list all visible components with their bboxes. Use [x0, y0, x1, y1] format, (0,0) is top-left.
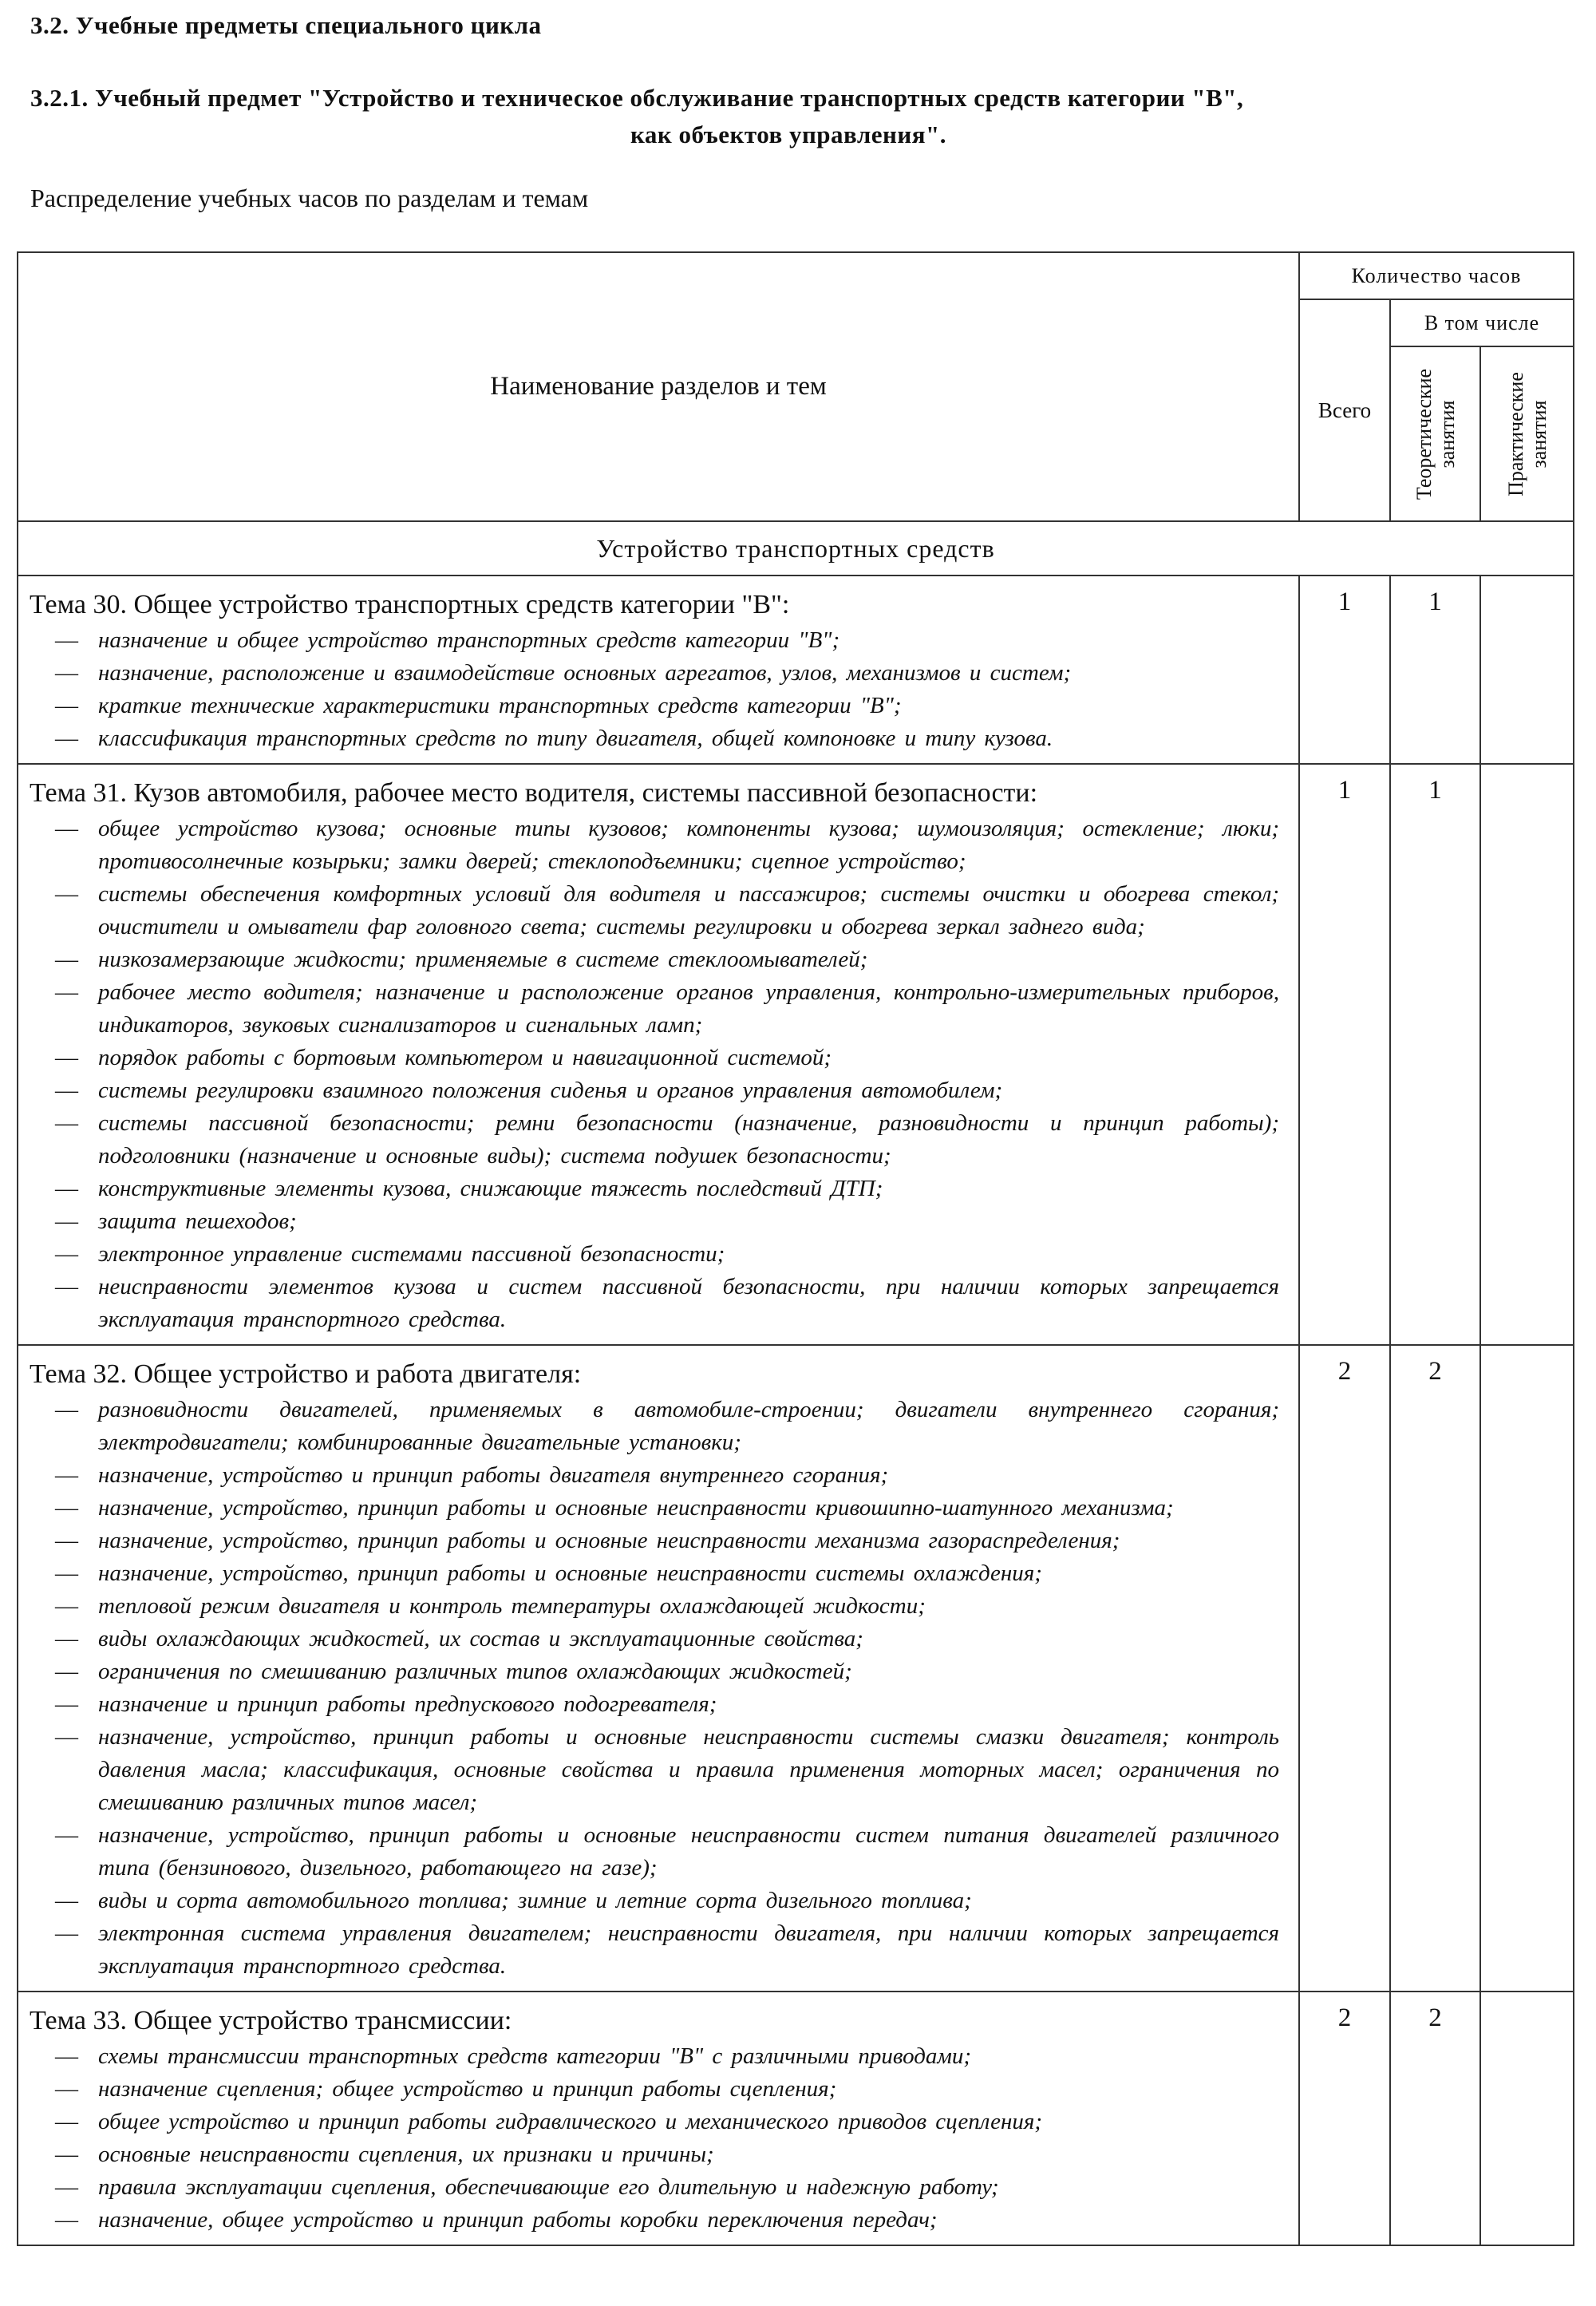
dash-bullet-icon: —	[55, 1659, 78, 1684]
dash-bullet-icon: —	[55, 1593, 78, 1619]
topic-cell	[18, 764, 1299, 1345]
topic-item-text: рабочее место водителя; назначение и расположение органов управления, контрольно-измерительных приборов, индикаторов, звуковых сигнализаторов и сигнальных ламп;	[98, 979, 1279, 1038]
topic-item	[30, 1271, 1290, 1336]
topic-item	[30, 1107, 1290, 1173]
header-hours: Количество часов	[1299, 252, 1574, 299]
topic-item	[30, 976, 1290, 1042]
dash-bullet-icon: —	[55, 1176, 78, 1201]
hours-theory: 2	[1390, 1992, 1480, 2245]
topic-item-text: системы регулировки взаимного положения сиденья и органов управления автомобилем;	[98, 1078, 1003, 1103]
topic-item	[30, 813, 1290, 878]
topic-title: Тема 32. Общее устройство и работа двигателя:	[30, 1359, 582, 1389]
topic-item-text: правила эксплуатации сцепления, обеспечивающие его длительную и надежную работу;	[98, 2174, 999, 2200]
topic-item-text: назначение, расположение и взаимодействие основных агрегатов, узлов, механизмов и систем;	[98, 660, 1072, 686]
topic-item	[30, 1623, 1290, 1655]
dash-bullet-icon: —	[55, 726, 78, 751]
dash-bullet-icon: —	[55, 1626, 78, 1651]
topic-row	[18, 1992, 1574, 2245]
topic-item	[30, 1917, 1290, 1983]
section-title: Устройство транспортных средств	[18, 521, 1574, 576]
subject-heading-line2: как объектов управления".	[630, 121, 946, 148]
topic-item	[30, 1205, 1290, 1238]
hours-total: 2	[1299, 1992, 1390, 2245]
section-heading: 3.2. Учебные предметы специального цикла	[30, 11, 542, 39]
dash-bullet-icon: —	[55, 1495, 78, 1521]
topic-item	[30, 1394, 1290, 1459]
dash-bullet-icon: —	[55, 1560, 78, 1586]
topic-item	[30, 1688, 1290, 1721]
header-practice	[1480, 346, 1574, 521]
topic-item	[30, 1655, 1290, 1688]
topic-item-text: назначение, устройство, принцип работы и основные неисправности кривошипно-шатунного механизма;	[98, 1495, 1174, 1521]
hours-total: 2	[1299, 1345, 1390, 1992]
subject-heading-line1: 3.2.1. Учебный предмет "Устройство и техническое обслуживание транспортных средств категории "B",	[30, 84, 1244, 112]
dash-bullet-icon: —	[55, 947, 78, 972]
dash-bullet-icon: —	[55, 1724, 78, 1750]
topic-item	[30, 722, 1290, 755]
topic-row	[18, 576, 1574, 764]
topic-item-text: системы пассивной безопасности; ремни безопасности (назначение, разновидности и принцип работы); подголовники (назначение и основные виды); система подушек безопасности;	[98, 1110, 1279, 1169]
topic-item-text: низкозамерзающие жидкости; применяемые в системе стеклоомывателей;	[98, 947, 868, 972]
topic-item-text: неисправности элементов кузова и систем пассивной безопасности, при наличии которых запрещается эксплуатация транспортного средства.	[98, 1274, 1279, 1332]
topic-item-text: разновидности двигателей, применяемых в автомобиле-строении; двигатели внутреннего сгорания; электродвигатели; комбинированные двигательные установки;	[98, 1397, 1279, 1455]
header-practice-line2: занятия	[1527, 400, 1551, 468]
topic-item	[30, 2171, 1290, 2204]
topic-item-text: системы обеспечения комфортных условий для водителя и пассажиров; системы очистки и обогрева стекол; очистители и омыватели фар головного света; системы регулировки и обогрева зеркал заднего вида;	[98, 881, 1279, 939]
topic-item	[30, 1557, 1290, 1590]
topic-item-text: назначение, общее устройство и принцип работы коробки переключения передач;	[98, 2207, 938, 2233]
topic-item-text: порядок работы с бортовым компьютером и навигационной системой;	[98, 1045, 832, 1070]
topic-cell	[18, 1992, 1299, 2245]
dash-bullet-icon: —	[55, 816, 78, 841]
topic-item	[30, 690, 1290, 722]
topic-item-text: назначение и принцип работы предпускового подогревателя;	[98, 1691, 717, 1717]
header-practice-line1: Практические	[1503, 371, 1527, 496]
hours-theory: 2	[1390, 1345, 1480, 1992]
dash-bullet-icon: —	[55, 693, 78, 718]
dash-bullet-icon: —	[55, 2109, 78, 2134]
hours-total: 1	[1299, 764, 1390, 1345]
topic-item-text: назначение, устройство, принцип работы и основные неисправности системы охлаждения;	[98, 1560, 1042, 1586]
dash-bullet-icon: —	[55, 1888, 78, 1913]
topic-item	[30, 1173, 1290, 1205]
topic-item	[30, 2073, 1290, 2106]
header-including: В том числе	[1390, 299, 1574, 346]
topic-item-text: назначение, устройство и принцип работы двигателя внутреннего сгорания;	[98, 1462, 889, 1488]
topic-item-text: конструктивные элементы кузова, снижающие тяжесть последствий ДТП;	[98, 1176, 883, 1201]
topic-items-list	[30, 2040, 1290, 2237]
topic-item	[30, 657, 1290, 690]
dash-bullet-icon: —	[55, 1920, 78, 1946]
dash-bullet-icon: —	[55, 1241, 78, 1267]
hours-theory: 1	[1390, 576, 1480, 764]
topic-cell	[18, 576, 1299, 764]
topic-item	[30, 1492, 1290, 1525]
topic-item	[30, 1042, 1290, 1074]
dash-bullet-icon: —	[55, 1045, 78, 1070]
hours-practice	[1480, 576, 1574, 764]
hours-practice	[1480, 764, 1574, 1345]
section-row	[18, 521, 1574, 576]
topic-item-text: виды охлаждающих жидкостей, их состав и эксплуатационные свойства;	[98, 1626, 863, 1651]
topic-item-text: электронное управление системами пассивной безопасности;	[98, 1241, 725, 1267]
topic-title: Тема 30. Общее устройство транспортных средств категории "B":	[30, 590, 790, 619]
topic-item-text: назначение, устройство, принцип работы и основные неисправности системы смазки двигателя; контроль давления масла; классификация, основные свойства и правила применения моторных масел; ограничения по смешиванию различных типов масел;	[98, 1724, 1279, 1815]
topic-item	[30, 1459, 1290, 1492]
subject-heading	[30, 80, 1547, 153]
topic-item	[30, 1525, 1290, 1557]
topic-item	[30, 1590, 1290, 1623]
topic-row	[18, 764, 1574, 1345]
dash-bullet-icon: —	[55, 2142, 78, 2167]
topic-row	[18, 1345, 1574, 1992]
topic-item	[30, 2106, 1290, 2138]
dash-bullet-icon: —	[55, 1110, 78, 1136]
topic-item	[30, 878, 1290, 943]
topic-cell	[18, 1345, 1299, 1992]
topic-item-text: назначение сцепления; общее устройство и принцип работы сцепления;	[98, 2076, 837, 2102]
dash-bullet-icon: —	[55, 1274, 78, 1299]
topic-item	[30, 1238, 1290, 1271]
dash-bullet-icon: —	[55, 979, 78, 1005]
topic-item-text: общее устройство кузова; основные типы кузовов; компоненты кузова; шумоизоляция; остекление; люки; противосолнечные козырьки; замки дверей; стеклоподъемники; сцепное устройство;	[98, 816, 1279, 874]
table-caption: Распределение учебных часов по разделам и темам	[30, 184, 589, 212]
dash-bullet-icon: —	[55, 2174, 78, 2200]
hours-practice	[1480, 1345, 1574, 1992]
dash-bullet-icon: —	[55, 1822, 78, 1848]
topic-item	[30, 2040, 1290, 2073]
topic-item-text: защита пешеходов;	[98, 1208, 297, 1234]
header-topic-name: Наименование разделов и тем	[18, 252, 1299, 521]
dash-bullet-icon: —	[55, 1462, 78, 1488]
topic-item	[30, 624, 1290, 657]
topic-item-text: ограничения по смешиванию различных типов охлаждающих жидкостей;	[98, 1659, 852, 1684]
topic-item	[30, 943, 1290, 976]
dash-bullet-icon: —	[55, 1078, 78, 1103]
dash-bullet-icon: —	[55, 2207, 78, 2233]
dash-bullet-icon: —	[55, 1528, 78, 1553]
topic-item	[30, 2138, 1290, 2171]
topic-item-text: назначение, устройство, принцип работы и основные неисправности механизма газораспределения;	[98, 1528, 1120, 1553]
topic-item	[30, 1819, 1290, 1885]
dash-bullet-icon: —	[55, 627, 78, 653]
topic-items-list	[30, 813, 1290, 1336]
dash-bullet-icon: —	[55, 1208, 78, 1234]
topic-item-text: назначение и общее устройство транспортных средств категории "B";	[98, 627, 840, 653]
dash-bullet-icon: —	[55, 1397, 78, 1422]
topic-item	[30, 1885, 1290, 1917]
hours-total: 1	[1299, 576, 1390, 764]
hours-distribution-table	[17, 251, 1574, 2246]
hours-theory: 1	[1390, 764, 1480, 1345]
topic-item	[30, 1721, 1290, 1819]
header-theory-line2: занятия	[1435, 400, 1459, 468]
topic-item-text: основные неисправности сцепления, их признаки и причины;	[98, 2142, 714, 2167]
dash-bullet-icon: —	[55, 2076, 78, 2102]
topic-item-text: электронная система управления двигателем; неисправности двигателя, при наличии которых запрещается эксплуатация транспортного средства.	[98, 1920, 1279, 1979]
topic-title: Тема 31. Кузов автомобиля, рабочее место водителя, системы пассивной безопасности:	[30, 778, 1038, 808]
topic-item-text: общее устройство и принцип работы гидравлического и механического приводов сцепления;	[98, 2109, 1043, 2134]
topic-item-text: краткие технические характеристики транспортных средств категории "B";	[98, 693, 902, 718]
topic-item-text: назначение, устройство, принцип работы и основные неисправности систем питания двигателей различного типа (бензинового, дизельного, работающего на газе);	[98, 1822, 1279, 1881]
hours-practice	[1480, 1992, 1574, 2245]
header-theory	[1390, 346, 1480, 521]
topic-items-list	[30, 1394, 1290, 1983]
dash-bullet-icon: —	[55, 660, 78, 686]
topic-items-list	[30, 624, 1290, 755]
topic-item-text: тепловой режим двигателя и контроль температуры охлаждающей жидкости;	[98, 1593, 926, 1619]
header-theory-line1: Теоретические	[1412, 368, 1436, 500]
topic-item	[30, 1074, 1290, 1107]
dash-bullet-icon: —	[55, 1691, 78, 1717]
topic-item-text: виды и сорта автомобильного топлива; зимние и летние сорта дизельного топлива;	[98, 1888, 972, 1913]
dash-bullet-icon: —	[55, 881, 78, 907]
topic-title: Тема 33. Общее устройство трансмиссии:	[30, 2006, 512, 2035]
topic-item	[30, 2204, 1290, 2237]
topic-item-text: схемы трансмиссии транспортных средств категории "B" с различными приводами;	[98, 2043, 972, 2069]
topic-item-text: классификация транспортных средств по типу двигателя, общей компоновке и типу кузова.	[98, 726, 1053, 751]
dash-bullet-icon: —	[55, 2043, 78, 2069]
header-total: Всего	[1299, 299, 1390, 521]
